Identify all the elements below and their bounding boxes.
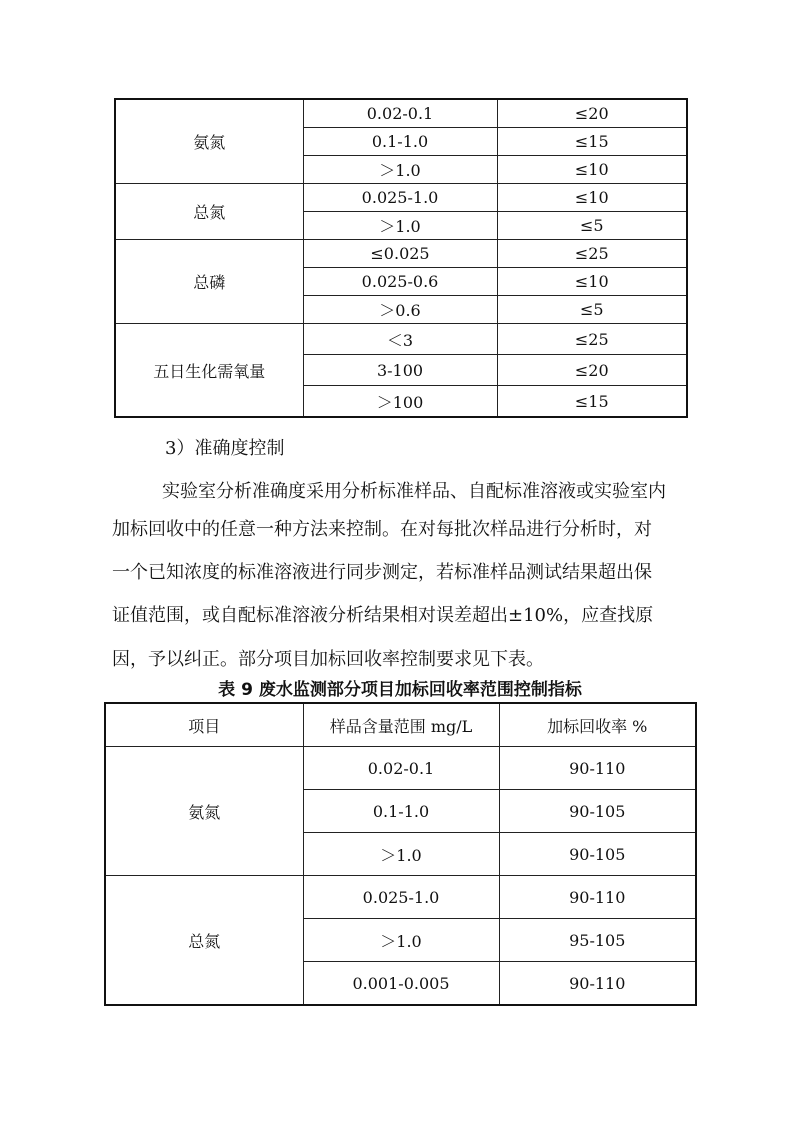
rate-cell: 90-110	[499, 747, 696, 790]
paragraph-line: 实验室分析准确度采用分析标准样品、自配标准溶液或实验室内	[162, 481, 666, 502]
limit-cell: ≤15	[497, 386, 687, 418]
item-cell: 总氮	[105, 876, 303, 1006]
range-cell: 0.025-1.0	[303, 876, 499, 919]
paragraph-line: 一个已知浓度的标准溶液进行同步测定，若标准样品测试结果超出保	[112, 562, 652, 583]
limits-table	[114, 98, 688, 418]
item-cell: 五日生化需氧量	[115, 324, 303, 418]
range-cell: 0.02-0.1	[303, 747, 499, 790]
range-cell: ＜3	[303, 324, 497, 355]
paragraph-line: 加标回收中的任意一种方法来控制。在对每批次样品进行分析时，对	[112, 519, 652, 540]
paragraph-line: 证值范围，或自配标准溶液分析结果相对误差超出±10%，应查找原	[112, 605, 654, 626]
recovery-rate-table	[104, 702, 697, 1006]
limit-cell: ≤10	[497, 156, 687, 184]
range-cell: 0.001-0.005	[303, 962, 499, 1006]
limit-cell: ≤25	[497, 324, 687, 355]
section-heading: 3）准确度控制	[165, 438, 285, 459]
header-cell: 样品含量范围 mg/L	[303, 703, 499, 747]
range-cell: 0.1-1.0	[303, 790, 499, 833]
item-cell: 氨氮	[115, 99, 303, 184]
rate-cell: 90-105	[499, 833, 696, 876]
limit-cell: ≤15	[497, 128, 687, 156]
range-cell: ＞1.0	[303, 212, 497, 240]
range-cell: ＞100	[303, 386, 497, 418]
range-cell: 0.025-1.0	[303, 184, 497, 212]
paragraph-line: 因，予以纠正。部分项目加标回收率控制要求见下表。	[112, 649, 544, 670]
range-cell: 0.02-0.1	[303, 99, 497, 128]
rate-cell: 90-110	[499, 876, 696, 919]
rate-cell: 95-105	[499, 919, 696, 962]
item-cell: 总磷	[115, 240, 303, 324]
header-cell: 项目	[105, 703, 303, 747]
limit-cell: ≤20	[497, 99, 687, 128]
range-cell: ＞1.0	[303, 919, 499, 962]
range-cell: 3-100	[303, 355, 497, 386]
limit-cell: ≤5	[497, 212, 687, 240]
rate-cell: 90-110	[499, 962, 696, 1006]
rate-cell: 90-105	[499, 790, 696, 833]
range-cell: 0.1-1.0	[303, 128, 497, 156]
limit-cell: ≤10	[497, 184, 687, 212]
header-cell: 加标回收率 %	[499, 703, 696, 747]
limit-cell: ≤25	[497, 240, 687, 268]
range-cell: ＞1.0	[303, 156, 497, 184]
range-cell: ≤0.025	[303, 240, 497, 268]
table-caption: 表 9 废水监测部分项目加标回收率范围控制指标	[218, 680, 582, 700]
item-cell: 总氮	[115, 184, 303, 240]
item-cell: 氨氮	[105, 747, 303, 876]
limit-cell: ≤20	[497, 355, 687, 386]
range-cell: ＞1.0	[303, 833, 499, 876]
range-cell: ＞0.6	[303, 296, 497, 324]
range-cell: 0.025-0.6	[303, 268, 497, 296]
limit-cell: ≤10	[497, 268, 687, 296]
limit-cell: ≤5	[497, 296, 687, 324]
